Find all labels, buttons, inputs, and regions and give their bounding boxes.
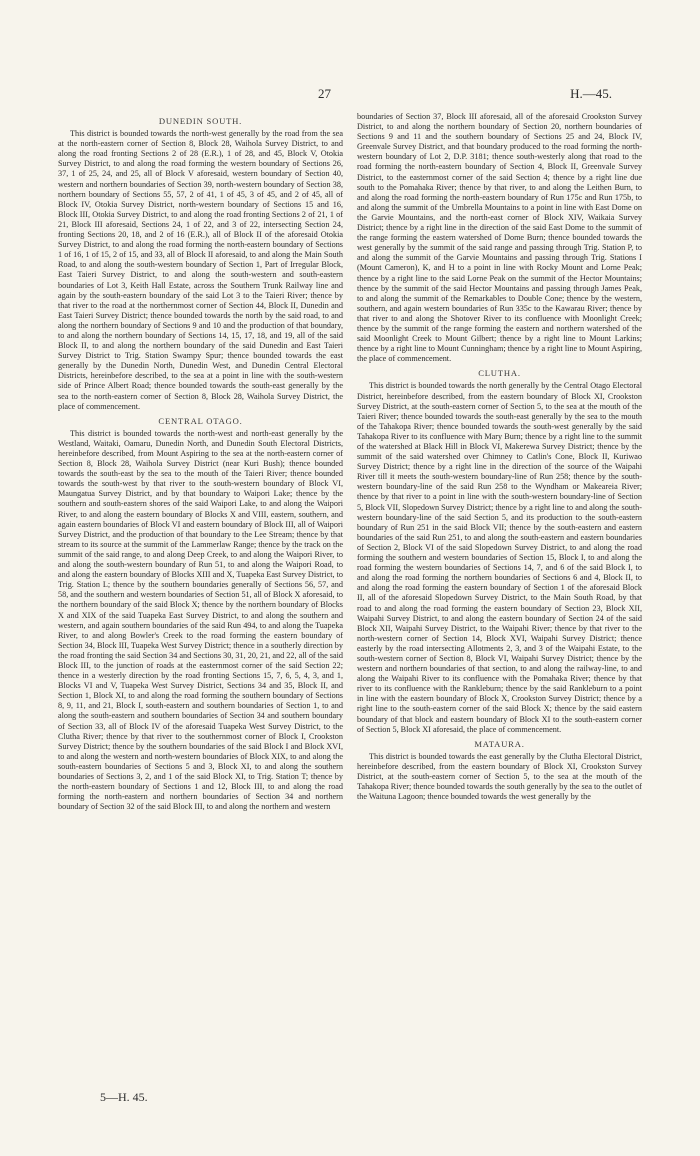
section-paragraph-continued: boundaries of Section 37, Block III aforesaid, all of the aforesaid Crookston Survey District, to and along the northern boundary of Section 20, northern boundaries of Sections 9 and 11 and the southern boundary of Sections 25 and 24, Block IV, Greenvale Survey District, and that boundary produced to the road forming the north-western boundary of Lot 2, D.P. 3181; thence south-westerly along that road to the road forming the north-eastern boundary of Section 4, Block II, Greenvale Survey District, to the easternmost corner of the said Section 4; thence by a right line due south to the Pomahaka River; thence by that river, to and along the Leithen Burn, to and along the road forming the north-eastern boundary of Run 175c and Run 175b, to and along the summit of the Umbrella Mountains to a point in line with East Dome on the Garvie Mountains, and the north-east corner of Block XIV, Waikaia Survey District; thence by a right line in the direction of the said East Dome to the summit of the range forming the eastern watershed of Dome Burn; thence bounded towards the west generally by the summit of the said range and passing through Trig. Station P, to and along the summit of the Garvie Mountains and passing through Trig. Stations I (Mount Cameron), K, and H to a point in line with Rocky Mount and Lorne Peak; thence by a right line to the said Lorne Peak on the summit of the Hector Mountains; thence by the summit of the said Hector Mountains and passing through James Peak, to and along the summit of the Remarkables to Double Cone; thence by the western, southern, and again western boundaries of Run 335c to the Kawarau River; thence by that river to and along the Shotover River to its confluence with Moonlight Creek; thence by the summit of the range forming the eastern and northern watershed of the said Moonlight Creek to Mount Gilbert; thence by a right line to Mount Larkins; thence by a right line to Mount Cunningham; thence by a right line to Mount Aspiring, the place of commencement. xyxy=(357,112,642,364)
section-paragraph: This district is bounded towards the north-west and north-east generally by the Westland, Waitaki, Oamaru, Dunedin North, and Dunedin South Electoral Districts, hereinbefore described, from Mount Aspiring to the sea at the north-eastern corner of Section 8, Block 28, Waihola Survey District (near Kuri Bush); thence bounded towards the south-east by the sea to the mouth of the Taieri River; thence bounded towards the south-west by that river to the south-western boundary of Block VI, Maungatua Survey District, and by that boundary to Waipori Lake; thence by the southern and south-eastern shores of the said Waipori Lake, to and along the Waipori River, to and along the eastern boundary of Blocks X and VIII, eastern, southern, and again eastern boundaries of Block VI and eastern boundary of Block III, all of Waipori Survey District, and the production of that boundary to the Lee Stream; thence by that stream to its source at the summit of the Lammerlaw Range; thence by the track on the summit of the said range, to and along Deep Creek, to and along the Waipori River, to and along the south-western boundary of Run 51, to and along the Waipori Road, to and along the eastern boundary of Blocks XIII and X, Tuapeka East Survey District, to Trig. Station L; thence by the southern boundaries generally of Sections 56, 57, and 58, and the southern and western boundaries of Section 51, all of Block X aforesaid, to the northern boundary of the said Block X; thence by the northern boundary of Blocks X and XIX of the said Tuapeka East Survey District, to and along the southern and western, and again southern boundaries of the said Run 494, to and along the Tuapeka River, to and along Bowler's Creek to the road forming the eastern boundary of Section 34, Block III, Tuapeka West Survey District; thence in a southerly direction by the road fronting the said Section 34 and Sections 30, 31, 20, 21, and 22, all of the said Block III, to the junction of roads at the easternmost corner of the said Section 22; thence in a westerly direction by the road fronting Sections 15, 7, 6, 5, 4, 3, and 1, Blocks VI and V, Tuapeka West Survey District, Sections 34 and 35, Block II, and Section 1, Block XI, to and along the road forming the southern boundary of Sections 8, 9, 11, and 21, Block I, south-eastern and southern boundaries of Section 1, to and along the south-eastern and southern boundaries of Section 34 and southern boundary of Section 33, all of Block IV of the aforesaid Tuapeka West Survey District, to the Clutha River; thence by that river to the southernmost corner of Block I, Crookston Survey District; thence by the southern boundaries of the said Block I and Block XVI, to and along the western and north-western boundaries of Block XIX, to and along the south-eastern boundaries of Sections 5 and 3, Block XI, to and along the southern boundaries of Sections 3, 2, and 1 of the said Block XI, to Trig. Station T; thence by the north-eastern boundary of Sections 1 and 12, Block III, to and along the road forming the north-eastern and northern boundaries of Section 34 and northern boundary of Section 32 of the said Block III, to and along the northern and western xyxy=(58,428,343,812)
section-paragraph: This district is bounded towards the north-west generally by the road from the sea at the north-eastern corner of Section 8, Block 28, Waihola Survey District, to and along the road fronting Sections 2 of 28 (E.R.), 1 of 28, and 45, Block V, Otokia Survey District, to and along the road forming the western boundary of Sections 26, 37, 1 of 25, 24, and 25, all of Block V aforesaid, western boundary of Section 40, western and northern boundaries of Section 39, north-western boundary of Section 38, northern boundary of Sections 55, 57, 2 of 41, 1 of 45, 3 of 45, and 2 of 45, all of Block IV, Otokia Survey District, north-western boundary of Sections 15 and 16, Block III, Otokia Survey District, to and along the road fronting Sections 2 of 21, 1 of 21, Block III aforesaid, Sections 24, 1 of 22, and 3 of 22, intersecting Section 24, fronting Sections 20, 18, and 2 of 16 (E.R.), all of Block II of the aforesaid Otokia Survey District, to and along the road forming the north-eastern boundary of Sections 1 of 16, 1 of 15, 2 of 15, and 33, all of Block II aforesaid, to and along the Main South Road, to and along the south-western boundary of Section 1, Part of Irregular Block, East Taieri Survey District, to and along the south-western and south-eastern boundaries of Lot 3, Keith Hall Estate, across the Southern Trunk Railway line and again by the south-eastern boundary of the said Lot 3 to the Taieri River; thence by that river to the road at the northernmost corner of Section 44, Block II, Dunedin and East Taieri Survey District; thence bounded towards the north by the said road, to and along the northern boundary of Sections 9 and 10 and the production of that boundary, to and along the northern boundary of Sections 14, 15, 17, 18, and 19, all of the said Block II, to and along the northern boundary of the said Dunedin and East Taieri Survey District to Trig. Station Swampy Spur; thence bounded towards the east generally by the Dunedin North, Dunedin West, and Dunedin Central Electoral Districts, hereinbefore described, to the sea at a point in line with the south-western side of Prince Albert Road; thence bounded towards the south-east generally by the sea to the north-eastern corner of Section 8, Block 28, Waihola Survey District, the place of commencement. xyxy=(58,129,343,411)
signature-mark: 5—H. 45. xyxy=(100,1090,148,1104)
section-heading: CLUTHA. xyxy=(478,368,521,379)
right-column xyxy=(357,112,642,814)
text-columns xyxy=(58,112,642,814)
section-heading: MATAURA. xyxy=(474,738,525,749)
section-heading: DUNEDIN SOUTH. xyxy=(158,116,243,126)
section-heading: CENTRAL OTAGO. xyxy=(158,415,243,426)
page-number: 27 xyxy=(318,86,331,101)
left-column xyxy=(58,112,343,814)
document-reference: H.—45. xyxy=(570,86,612,101)
section-paragraph: This district is bounded towards the east generally by the Clutha Electoral District, hereinbefore described, from the eastern boundary of Block XI, Crookston Survey District, at the south-eastern corner of Section 5, to the sea at the mouth of the Tahakopa River; thence bounded towards the south generally by the sea to the outlet of the Waituna Lagoon; thence bounded towards the west generally by the xyxy=(357,751,642,802)
page-header xyxy=(0,86,700,106)
section-paragraph: This district is bounded towards the north generally by the Central Otago Electoral District, hereinbefore described, from the eastern boundary of Block XI, Crookston Survey District, at the south-eastern corner of Section 5, to the sea at the mouth of the Taieri River; thence bounded towards the south-east generally by the sea to the mouth of the Tahakopa River; thence bounded towards the south-west generally by the said Tahakopa River to its confluence with Mary Burn; thence by a right line to the summit of the watershed at Black Hill in Block VI, Makerewa Survey District; thence by the summit of the said watershed over Chimney to Catlin's Cone, Block II, Kuriwao Survey District; thence by a right line in the direction of the source of the Waipahi River till it meets the south-western boundary-line of Run 258; thence by the south-western boundary-line of the said Run 258 to the Wyndham or Makeareia River; thence by that river to a point in line with the south-western boundary-line of Section 5, Block VII, Slopedown Survey District; thence by a right line to and along the south-western boundary-line of the said Section 5, and its production to the south-eastern boundary of Run 251 in the said Block VII; thence by the south-eastern and eastern boundaries of the said Run 251, to and along the south-eastern and eastern boundaries of Section 2, Block VI of the said Slopedown Survey District, to and along the road forming the southern and western boundaries of Section 15, Block I, to and along the road forming the western boundaries of Sections 14, 7, and 6 of the said Block I, to and along the road forming the northern boundaries of Sections 6 and 4, Block II, to and along the road forming the eastern boundary of Section 1 of the aforesaid Block II, all of the aforesaid Slopedown Survey District, to the Main South Road, by that road to and along the road forming the eastern boundary of Section 23, Block XII, Waipahi Survey District, to and along the eastern boundary of Section 24 of the said Block XII, Waipahi Survey District, to the Waipahi River; thence by that river to the north-western corner of Section 14, Block XVI, Waipahi Survey District; thence easterly by the road intersecting Allotments 2, 3, and 3 of the Waipahi Estate, to the south-western corner of Section 8, Block VI, Waipahi Survey District; thence by the western and northern boundaries of that section, to and along the railway-line, to and along the Waipahi River to its confluence with the Pomahaka River; thence by that river to its confluence with the Rankleburn; thence by the said Rankleburn to a point in line with the eastern boundary of Block X, Crookston Survey District; thence by a right line to the south-eastern corner of the said Block X; thence by the said eastern boundary of that block and eastern boundary of Block XI to the south-eastern corner of Section 5, Block XI aforesaid, the place of commencement. xyxy=(357,381,642,734)
